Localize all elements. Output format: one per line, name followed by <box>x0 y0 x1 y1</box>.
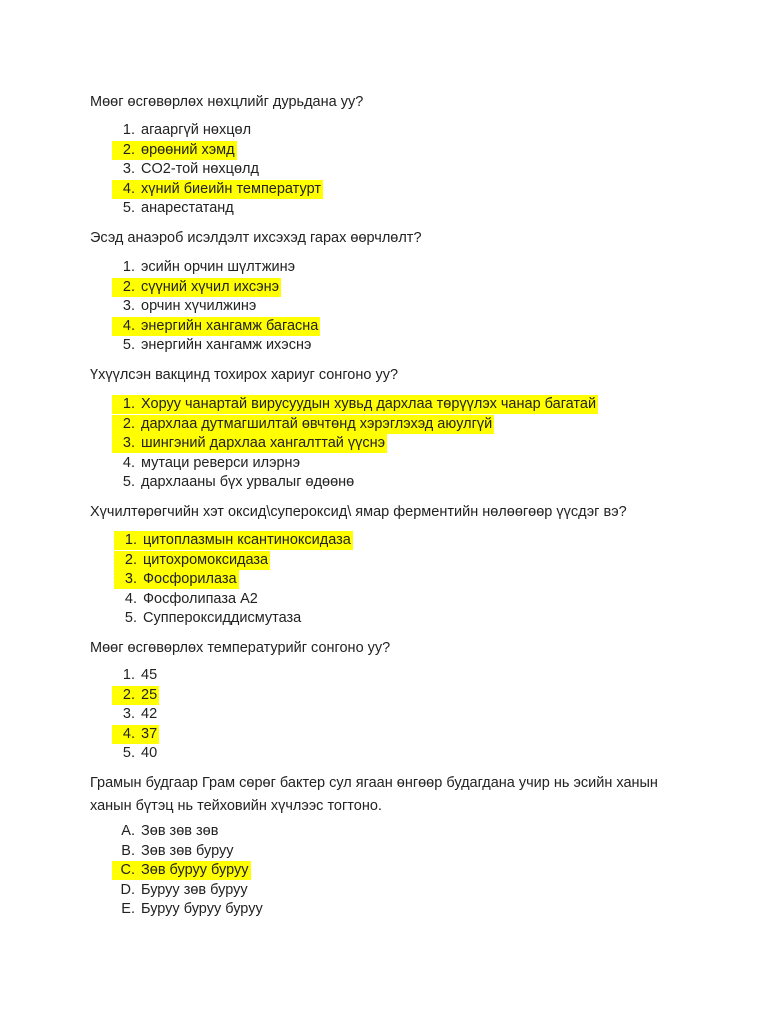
option-marker: 1. <box>122 259 135 275</box>
question-6-text: Грамын будгаар Грам сөрөг бактер сул ягаан өнгөөр будагдана учир нь эсийн ханын ханын бүтэц нь тейховийн хүчлээс тогтоно. <box>90 775 658 814</box>
option-marker: 3. <box>122 706 135 722</box>
question-3-text: Үхүүлсэн вакцинд тохирох хариуг сонгоно уу? <box>90 367 399 383</box>
option-marker: 1. <box>122 396 135 412</box>
option-text: Зөв зөв буруу <box>141 842 234 859</box>
option-marker: 5. <box>124 610 137 626</box>
question-6-options <box>112 822 265 920</box>
option-marker: 3. <box>122 298 135 314</box>
option-marker: 4. <box>124 590 137 607</box>
option-1-3 <box>112 160 323 180</box>
option-text: Фосфорилаза <box>143 571 237 587</box>
option-marker: 5. <box>122 200 135 216</box>
option-text: 40 <box>141 745 158 761</box>
option-marker: 4. <box>122 317 135 334</box>
option-text: шингэний дархлаа хангалттай үүснэ <box>141 435 386 451</box>
option-1-5 <box>112 199 323 219</box>
option-text: Зөв зөв зөв <box>141 823 219 839</box>
option-1-2 <box>112 141 323 161</box>
option-text: агааргүй нөхцөл <box>141 122 252 138</box>
option-2-4 <box>112 317 320 337</box>
option-text: дархлааны бүх урвалыг өдөөнө <box>141 474 355 490</box>
question-5-text: Мөөг өсгөвөрлөх температурийг сонгоно уу? <box>90 640 391 656</box>
option-5-2 <box>112 686 159 706</box>
option-text: эсийн орчин шүлтжинэ <box>141 259 296 275</box>
option-text: CO2-той нөхцөлд <box>141 161 259 177</box>
option-text: анарестатанд <box>141 200 234 216</box>
question-2-text: Эсэд анаэроб исэлдэлт ихсэхэд гарах өөрчлөлт? <box>90 230 422 246</box>
option-1-4 <box>112 180 323 200</box>
option-3-4 <box>112 454 598 474</box>
option-marker: 2. <box>122 278 135 295</box>
option-2-3 <box>112 297 320 317</box>
option-text: Буруу буруу буруу <box>141 901 263 917</box>
option-text: дархлаа дутмагшилтай өвчтөнд хэрэглэхэд аюулгүй <box>141 415 493 432</box>
option-marker: 4. <box>122 180 135 197</box>
option-text: сүүний хүчил ихсэнэ <box>141 278 280 295</box>
option-marker: 2. <box>122 141 135 158</box>
question-2-options <box>112 258 320 356</box>
option-4-5 <box>114 609 353 629</box>
option-text: мутаци реверси илэрнэ <box>141 454 300 471</box>
option-marker: 5. <box>122 474 135 490</box>
option-5-4 <box>112 725 159 745</box>
option-marker: 3. <box>122 435 135 451</box>
option-3-1 <box>112 395 598 415</box>
option-marker: 4. <box>122 725 135 742</box>
option-marker: B. <box>121 842 135 859</box>
option-3-3 <box>112 434 598 454</box>
question-4-text: Хүчилтөрөгчийн хэт оксид\супероксид\ ямар ферментийн нөлөөгөөр үүсдэг вэ? <box>90 504 627 520</box>
option-6-d <box>112 881 265 901</box>
option-4-2 <box>114 551 353 571</box>
option-text: өрөөний хэмд <box>141 141 235 158</box>
option-marker: D. <box>120 881 135 898</box>
question-5-options <box>112 666 159 764</box>
option-4-3 <box>114 570 353 590</box>
option-text: Фосфолипаза А2 <box>143 590 258 607</box>
option-marker: 4. <box>122 454 135 471</box>
option-5-1 <box>112 666 159 686</box>
option-text: 45 <box>141 667 158 683</box>
option-text: 42 <box>141 706 158 722</box>
option-marker: 3. <box>124 571 137 587</box>
option-marker: E. <box>121 901 135 917</box>
option-text: орчин хүчилжинэ <box>141 298 257 314</box>
option-marker: 1. <box>124 532 137 548</box>
option-3-5 <box>112 473 598 493</box>
option-2-2 <box>112 278 320 298</box>
option-text: 25 <box>141 686 158 703</box>
option-text: энергийн хангамж багасна <box>141 317 319 334</box>
question-1-text: Мөөг өсгөвөрлөх нөхцлийг дурьдана уу? <box>90 94 364 110</box>
option-marker: 2. <box>122 415 135 432</box>
option-text: Зөв буруу буруу <box>141 862 249 878</box>
option-text: хүний биеийн температурт <box>141 180 321 197</box>
question-4-options <box>114 531 353 629</box>
option-marker: 5. <box>122 337 135 353</box>
option-text: цитохромоксидаза <box>143 551 269 568</box>
option-marker: 1. <box>122 667 135 683</box>
option-4-4 <box>114 590 353 610</box>
option-6-b <box>112 842 265 862</box>
option-marker: 5. <box>122 745 135 761</box>
question-3-options <box>112 395 598 493</box>
option-6-a <box>112 822 265 842</box>
question-1-options <box>112 121 323 219</box>
option-4-1 <box>114 531 353 551</box>
option-marker: 2. <box>124 551 137 568</box>
option-1-1 <box>112 121 323 141</box>
option-marker: 1. <box>122 122 135 138</box>
option-text: Суппероксиддисмутаза <box>143 610 302 626</box>
option-3-2 <box>112 415 598 435</box>
option-5-3 <box>112 705 159 725</box>
option-marker: C. <box>120 862 135 878</box>
option-text: энергийн хангамж ихэснэ <box>141 337 312 353</box>
option-6-e <box>112 900 265 920</box>
option-2-5 <box>112 336 320 356</box>
option-6-c <box>112 861 265 881</box>
option-text: 37 <box>141 725 158 742</box>
option-marker: A. <box>121 823 135 839</box>
option-text: Буруу зөв буруу <box>141 881 248 898</box>
option-5-5 <box>112 744 159 764</box>
option-text: Хоруу чанартай вирусуудын хувьд дархлаа төрүүлэх чанар багатай <box>141 396 597 412</box>
option-marker: 2. <box>122 686 135 703</box>
option-marker: 3. <box>122 161 135 177</box>
option-text: цитоплазмын ксантиноксидаза <box>143 532 351 548</box>
option-2-1 <box>112 258 320 278</box>
